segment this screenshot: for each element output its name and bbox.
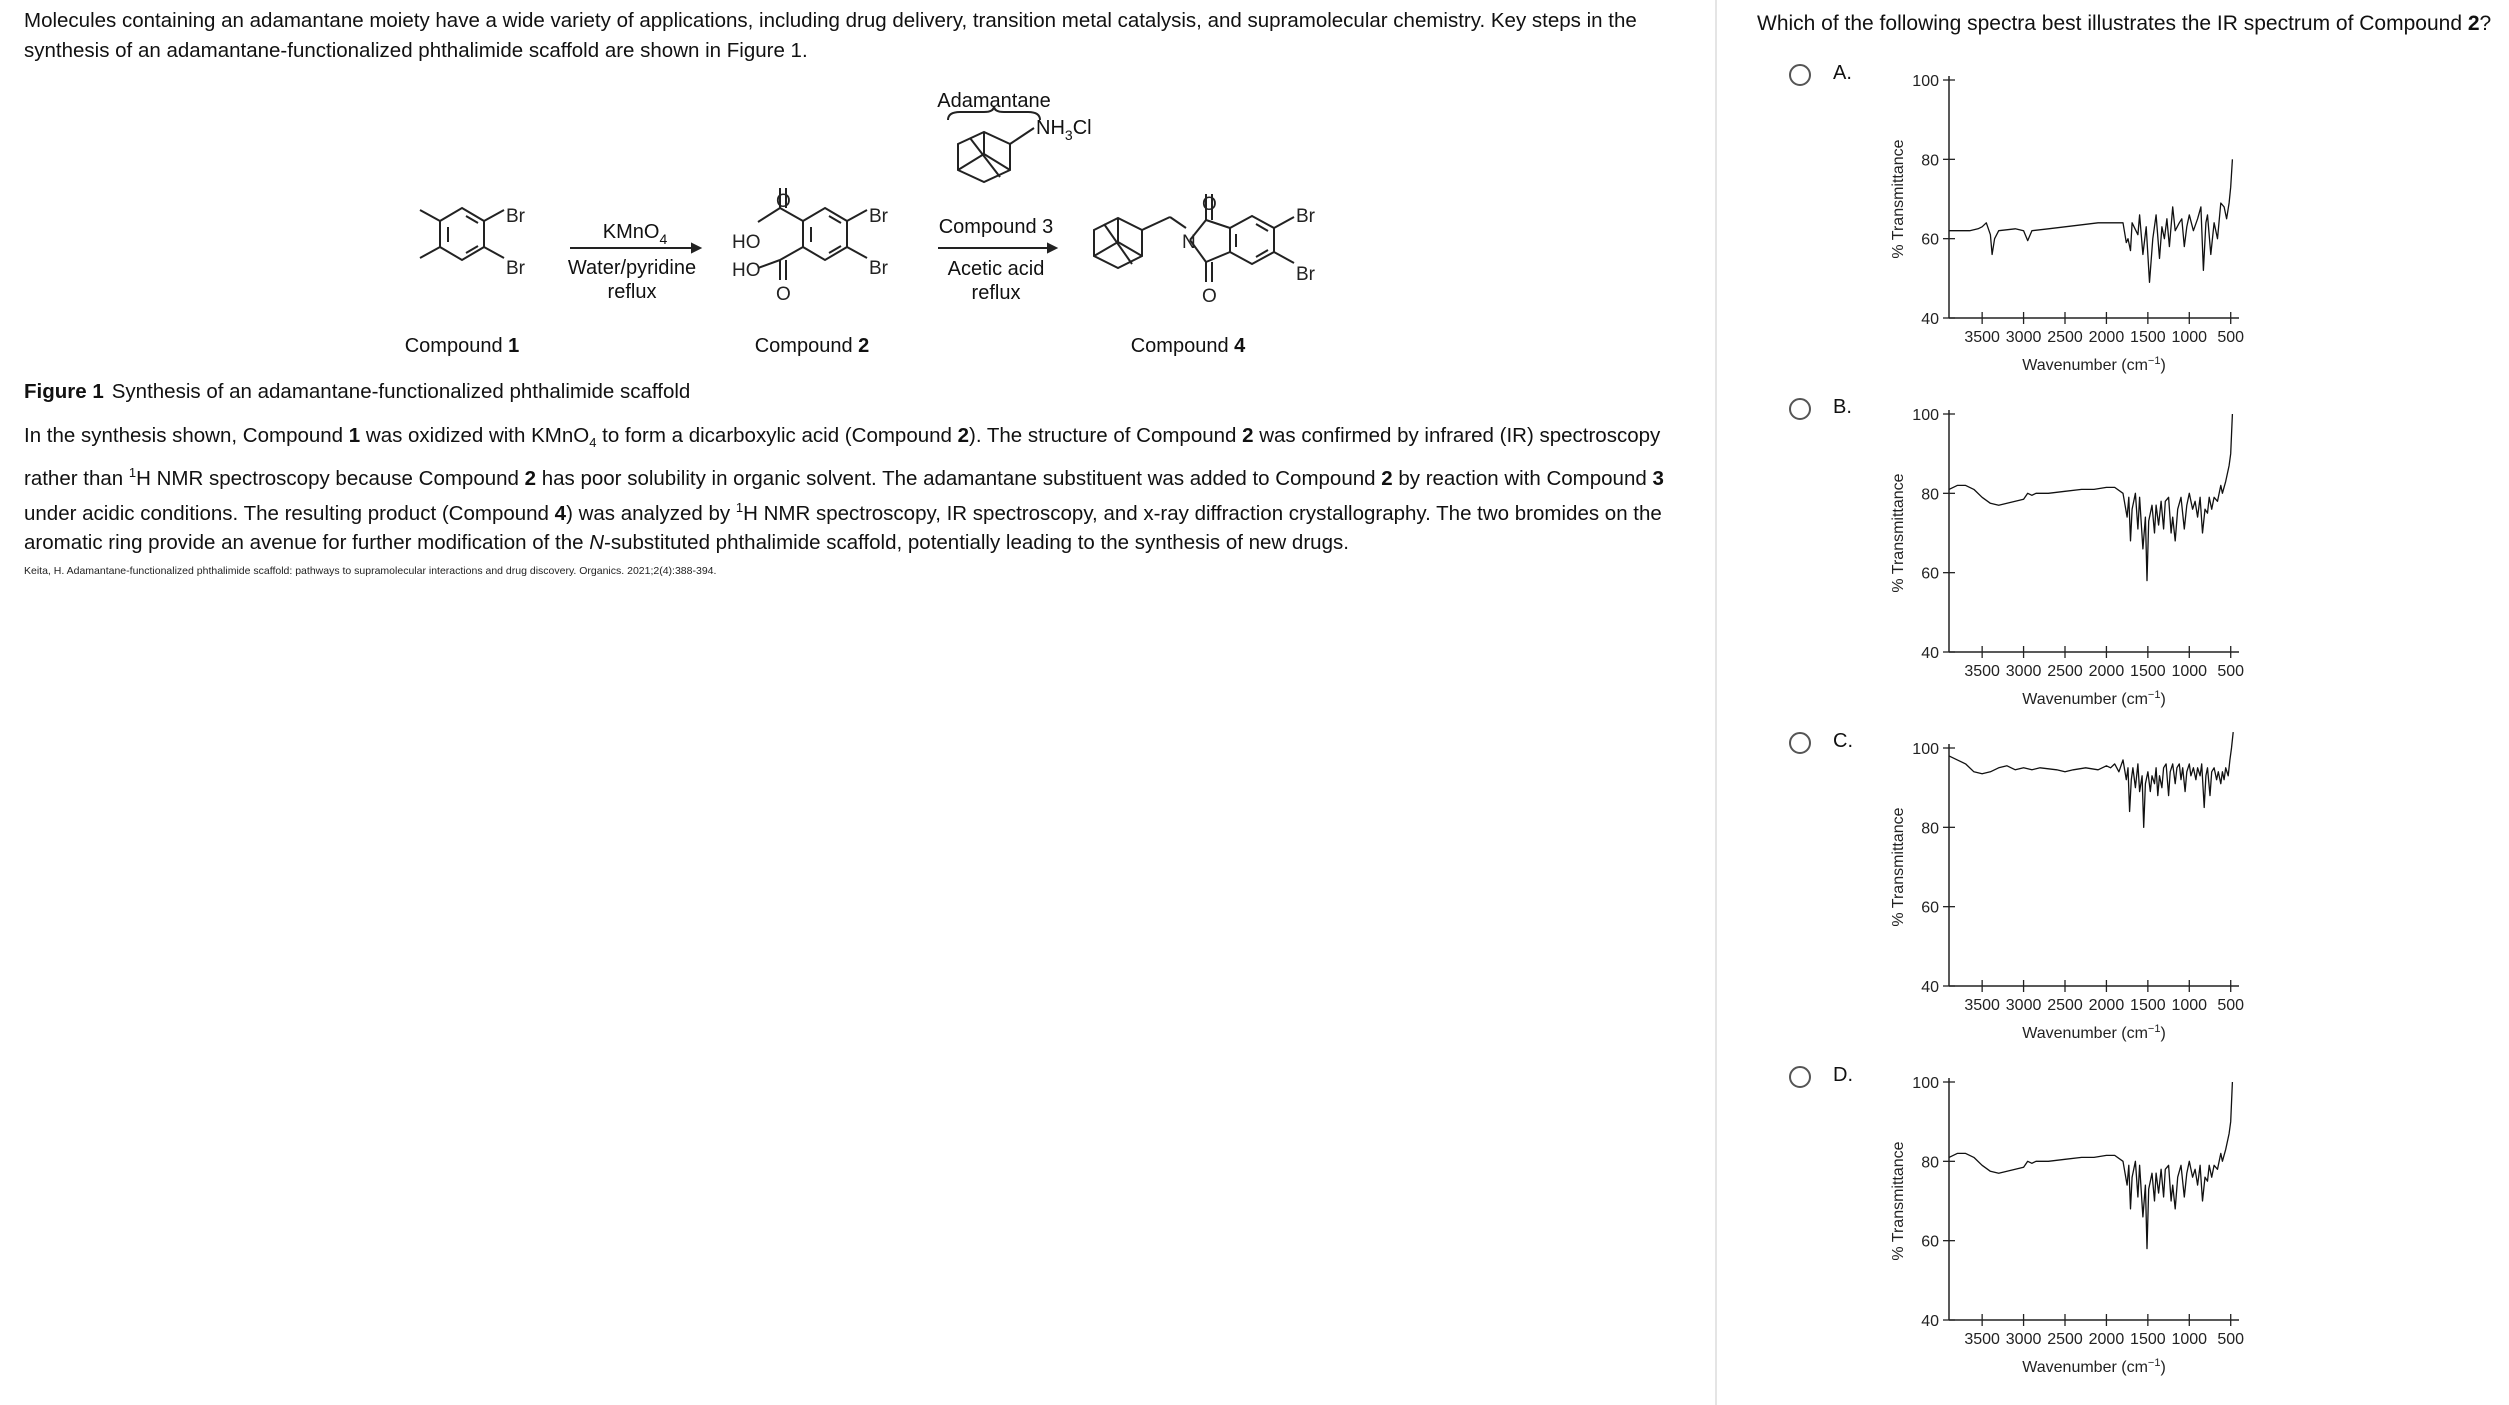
passage-body-segment: H NMR spectroscopy, IR spectroscopy, and x-ray diffraction crystallography. The two bromides on the aromatic ring provide an avenue for further modification of the: [24, 501, 1662, 555]
figure-label: Figure 1: [24, 380, 104, 403]
ir-spectrum-chart: [1869, 60, 2269, 380]
x-axis-label: Wavenumber $(cm^{-1})$: [2022, 355, 2166, 374]
compound-2-o-bottom: O: [776, 284, 791, 305]
answer-option-c[interactable]: [1789, 728, 2489, 1058]
compound-4-br-bottom: Br: [1296, 264, 1315, 285]
nh3cl-label: $NH_3Cl$: [1036, 117, 1092, 143]
compound-2-br-bottom: Br: [869, 258, 888, 279]
passage-body-segment: 3: [1652, 466, 1664, 490]
x-tick-label: 2500: [2047, 329, 2083, 346]
answer-option-d[interactable]: [1789, 1062, 2489, 1392]
y-axis-label: % Transmittance: [1890, 807, 1907, 927]
option-letter: C.: [1833, 730, 1853, 752]
y-axis-label: % Transmittance: [1890, 139, 1907, 259]
compound-1-structure: [420, 208, 504, 260]
x-tick-label: 2500: [2047, 663, 2083, 680]
passage-body-segment: to form a dicarboxylic acid (Compound: [596, 424, 958, 447]
x-tick-label: 1500: [2130, 997, 2166, 1014]
option-letter: B.: [1833, 396, 1852, 418]
y-tick-label: 40: [1921, 979, 1939, 996]
radio-button[interactable]: [1789, 732, 1811, 754]
adamantane-label: Adamantane: [937, 90, 1051, 112]
compound-4-br-top: Br: [1296, 206, 1315, 227]
compound-1-br-bottom: Br: [506, 258, 525, 279]
x-tick-label: 2000: [2088, 329, 2125, 346]
passage-body-segment: 1: [128, 464, 137, 480]
x-tick-label: 1000: [2171, 997, 2208, 1014]
y-tick-label: 60: [1921, 899, 1939, 917]
passage-body-segment: N: [589, 531, 605, 555]
y-tick-label: 60: [1921, 1233, 1939, 1251]
passage-body-segment: ) was analyzed by: [566, 501, 736, 525]
passage-intro: Molecules containing an adamantane moiety have a wide variety of applications, including drug delivery, transition metal catalysis, and supramolecular chemistry. Key steps in the synthesis of an adamantane-functionalized phthalimide scaffold are shown in Figure 1.: [24, 9, 1637, 62]
x-tick-label: 2000: [2088, 663, 2125, 680]
x-tick-label: 3000: [2005, 997, 2042, 1014]
y-tick-label: 100: [1912, 741, 1939, 758]
x-tick-label: 3000: [2005, 1331, 2042, 1348]
x-tick-label: 3500: [1964, 1331, 2000, 1348]
spectrum-line: [1949, 732, 2233, 827]
passage-body-segment: by reaction with Compound: [1392, 466, 1653, 490]
passage-body-segment: 2: [524, 466, 537, 490]
y-tick-label: 40: [1921, 311, 1939, 328]
radio-button[interactable]: [1789, 398, 1811, 420]
y-tick-label: 40: [1921, 645, 1939, 662]
compound-2-ho-top: HO: [732, 232, 761, 253]
x-tick-label: 3000: [2005, 663, 2042, 680]
compound-4-o-bottom: O: [1202, 286, 1217, 307]
spectrum-line: [1949, 159, 2232, 282]
passage-body-segment: under acidic conditions. The resulting product (Compound: [24, 501, 555, 525]
figure-caption-text: Synthesis of an adamantane-functionalized phthalimide scaffold: [111, 380, 691, 403]
ir-spectrum-chart: [1869, 728, 2269, 1048]
passage-body: [24, 421, 1684, 558]
x-tick-label: 3500: [1964, 997, 2000, 1014]
x-axis-label: Wavenumber $(cm^{-1})$: [2022, 689, 2166, 708]
option-letter: D.: [1833, 1064, 1853, 1086]
figure-caption: [24, 380, 690, 404]
y-axis-label: % Transmittance: [1890, 1141, 1907, 1261]
x-tick-label: 500: [2217, 1331, 2245, 1348]
passage-body-segment: H NMR spectroscopy because Compound: [136, 466, 525, 490]
y-tick-label: 100: [1912, 1075, 1939, 1092]
compound-4-o-top: O: [1202, 194, 1217, 215]
radio-button[interactable]: [1789, 64, 1811, 86]
x-tick-label: 1500: [2130, 329, 2166, 346]
step1-reagent: KMnO$_4$: [602, 221, 668, 247]
question-text: Which of the following spectra best illustrates the IR spectrum of Compound 2?: [1757, 12, 2492, 35]
spectrum-line: [1949, 1082, 2232, 1249]
passage-body-segment: 2: [957, 424, 970, 447]
x-tick-label: 500: [2217, 997, 2245, 1014]
x-axis-label: Wavenumber $(cm^{-1})$: [2022, 1357, 2166, 1376]
passage-body-segment: 4: [554, 501, 567, 525]
ir-spectrum-chart: [1869, 1062, 2269, 1382]
compound-2-structure: [758, 188, 867, 280]
y-tick-label: 80: [1921, 152, 1939, 170]
passage-body-segment: was oxidized with KMnO: [360, 424, 590, 447]
y-tick-label: 40: [1921, 1313, 1939, 1330]
compound-2-ho-bottom: HO: [732, 260, 761, 281]
x-tick-label: 3500: [1964, 329, 2000, 346]
compound-4-n: N: [1182, 232, 1196, 253]
compound-2-label: Compound 2: [754, 335, 870, 357]
spectrum-line: [1949, 414, 2232, 581]
y-tick-label: 100: [1912, 73, 1939, 90]
answer-option-b[interactable]: [1789, 394, 2489, 724]
x-tick-label: 2000: [2088, 1331, 2125, 1348]
passage-body-segment: 1: [735, 499, 744, 515]
passage-body-segment: 2: [1242, 424, 1254, 447]
x-tick-label: 2500: [2047, 997, 2083, 1014]
y-tick-label: 60: [1921, 231, 1939, 249]
answer-option-a[interactable]: [1789, 60, 2489, 390]
step2-conditions-line1: Acetic acid: [947, 258, 1045, 280]
x-tick-label: 3500: [1964, 663, 2000, 680]
x-tick-label: 1500: [2130, 663, 2166, 680]
x-tick-label: 1000: [2171, 1331, 2208, 1348]
passage-body-segment: has poor solubility in organic solvent. The adamantane substituent was added to Compound: [536, 466, 1382, 490]
passage-body-segment: ). The structure of Compound: [969, 424, 1243, 447]
x-tick-label: 1000: [2171, 663, 2208, 680]
y-axis-label: % Transmittance: [1890, 473, 1907, 593]
compound-4-label: Compound 4: [1130, 335, 1246, 357]
y-tick-label: 60: [1921, 565, 1939, 583]
x-tick-label: 1500: [2130, 1331, 2166, 1348]
step1-conditions-line2: reflux: [607, 281, 657, 303]
x-tick-label: 500: [2217, 329, 2245, 346]
y-tick-label: 80: [1921, 1154, 1939, 1172]
x-tick-label: 2500: [2047, 1331, 2083, 1348]
step1-conditions-line1: Water/pyridine: [567, 257, 697, 279]
x-tick-label: 1000: [2171, 329, 2208, 346]
passage-body-segment: was confirmed by infrared (IR) spectroscopy rather than: [24, 424, 1661, 490]
step2-conditions-line2: reflux: [971, 282, 1021, 304]
x-axis-label: Wavenumber $(cm^{-1})$: [2022, 1023, 2166, 1042]
passage-body-segment: In the synthesis shown, Compound: [24, 424, 349, 447]
passage-body-segment: 1: [348, 424, 361, 447]
question-pane: [1719, 0, 2509, 1405]
passage-body-segment: -substituted phthalimide scaffold, potentially leading to the synthesis of new drugs.: [604, 531, 1349, 555]
compound-2-o-top: O: [776, 191, 791, 212]
step2-reagent: Compound 3: [938, 216, 1054, 238]
x-tick-label: 500: [2217, 663, 2245, 680]
radio-button[interactable]: [1789, 1066, 1811, 1088]
passage-body-segment: 2: [1381, 466, 1393, 490]
option-letter: A.: [1833, 62, 1852, 84]
x-tick-label: 3000: [2005, 329, 2042, 346]
compound-1-br-top: Br: [506, 206, 525, 227]
y-tick-label: 100: [1912, 407, 1939, 424]
adamantane-ammonium-structure: [948, 106, 1040, 182]
y-tick-label: 80: [1921, 820, 1939, 838]
compound-1-label: Compound 1: [404, 335, 520, 357]
x-tick-label: 2000: [2088, 997, 2125, 1014]
citation: Keita, H. Adamantane-functionalized phthalimide scaffold: pathways to supramolecular interactions and drug discovery. Organics. 2021;2(4):388-394.: [24, 565, 717, 577]
compound-2-br-top: Br: [869, 206, 888, 227]
y-tick-label: 80: [1921, 486, 1939, 504]
synthesis-scheme: [380, 82, 1380, 372]
passage-body-segment: 4: [589, 435, 597, 451]
ir-spectrum-chart: [1869, 394, 2269, 714]
